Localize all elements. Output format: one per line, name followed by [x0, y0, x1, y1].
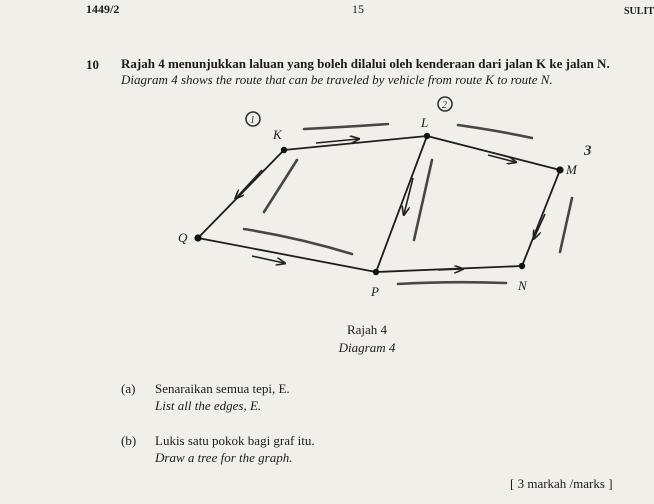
edge-l-m	[427, 136, 560, 170]
part-b-malay: Lukis satu pokok bagi graf itu.	[155, 433, 315, 448]
marks-label: [ 3 markah /marks ]	[510, 476, 613, 491]
node-k	[281, 147, 287, 153]
paper-code: 1449/2	[86, 2, 120, 16]
question-text-malay: Rajah 4 menunjukkan laluan yang boleh dilalui oleh kenderaan dari jalan K ke jalan N.	[121, 56, 610, 71]
handwritten-number-3: 3	[584, 143, 592, 159]
label-k: K	[273, 127, 282, 142]
label-l: L	[421, 115, 429, 130]
handwritten-number-2: 2	[442, 100, 447, 111]
part-a-english: List all the edges, E.	[155, 398, 262, 413]
label-q: Q	[178, 230, 188, 245]
handwritten-number-1: 1	[250, 115, 255, 126]
edge-q-p	[198, 238, 376, 272]
node-l	[424, 133, 430, 139]
graph-nodes	[194, 133, 563, 275]
node-q	[194, 234, 201, 241]
handwritten-strokes	[244, 124, 572, 284]
caption-malay: Rajah 4	[346, 322, 388, 337]
confidential-tag: SULIT	[624, 6, 654, 17]
question-number: 10	[86, 57, 99, 72]
caption-english: Diagram 4	[338, 340, 396, 355]
question-text-english: Diagram 4 shows the route that can be traveled by vehicle from route K to route N.	[121, 72, 553, 87]
edge-m-n	[522, 170, 560, 266]
label-n: N	[518, 278, 527, 293]
direction-arrows	[236, 139, 545, 270]
edge-k-q	[198, 150, 284, 238]
label-m: M	[566, 162, 577, 177]
node-n	[519, 263, 525, 269]
part-b-english: Draw a tree for the graph.	[155, 450, 293, 465]
edge-l-p	[376, 136, 427, 272]
part-b-label: (b)	[121, 433, 137, 448]
node-m	[556, 166, 563, 173]
node-p	[373, 269, 379, 275]
edge-k-l	[284, 136, 427, 150]
graph-edges	[198, 136, 560, 272]
page-number: 15	[352, 2, 364, 16]
label-p: P	[371, 284, 379, 299]
part-a-malay: Senaraikan semua tepi, E.	[155, 381, 290, 396]
part-a-label: (a)	[121, 381, 136, 396]
